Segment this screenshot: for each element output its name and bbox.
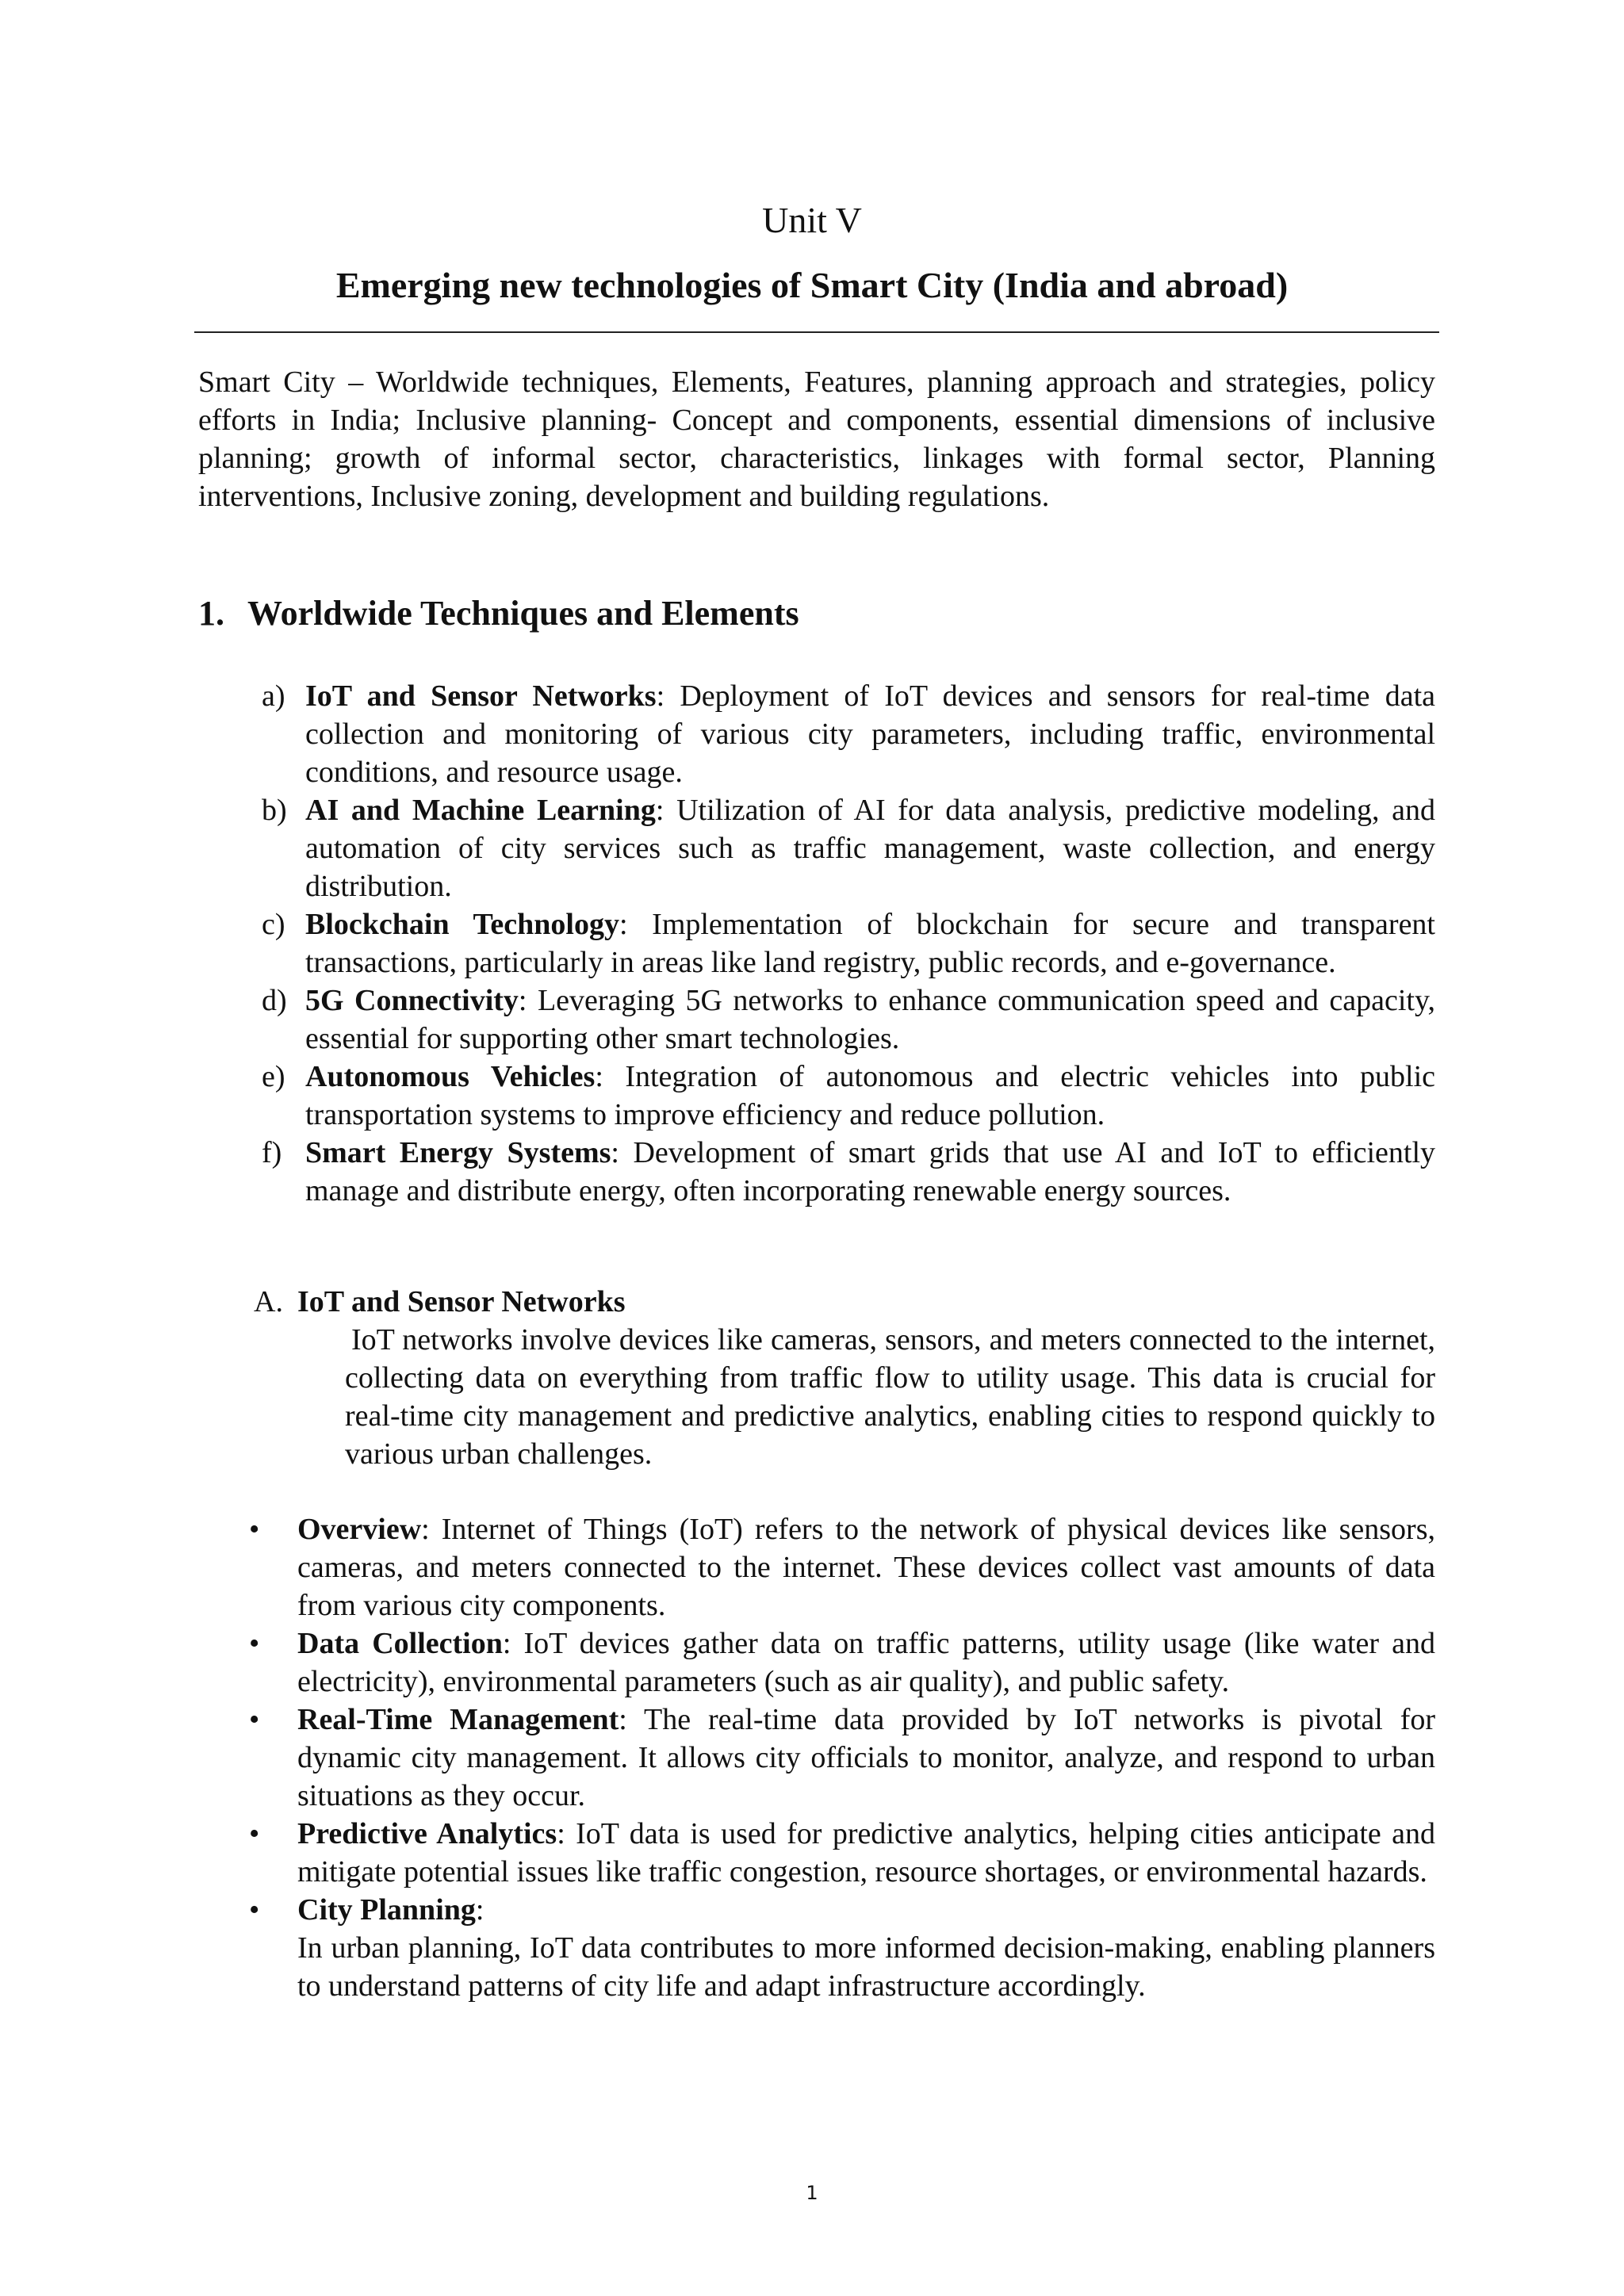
subsection-title: IoT and Sensor Networks <box>297 1285 626 1318</box>
list-item-text: : IoT data is used for predictive analytics, helping cities anticipate and mitigate potential issues like traffic congestion, resource shortages, or environmental hazards. <box>297 1817 1435 1888</box>
list-item-text: : Leveraging 5G networks to enhance communication speed and capacity, essential for supporting other smart technologies. <box>305 984 1435 1055</box>
list-marker: e) <box>262 1060 285 1093</box>
list-item <box>254 1134 1435 1210</box>
list-item-term: IoT and Sensor Networks <box>305 679 657 713</box>
list-item <box>254 982 1435 1058</box>
bullet-icon: • <box>249 1703 260 1736</box>
list-item <box>254 905 1435 982</box>
title-divider <box>194 331 1439 333</box>
list-item <box>238 1815 1435 1891</box>
list-marker: a) <box>262 679 285 713</box>
page-number: 1 <box>806 2182 818 2204</box>
list-item-term: AI and Machine Learning <box>305 794 656 827</box>
list-item <box>238 1624 1435 1701</box>
list-item-term: 5G Connectivity <box>305 984 519 1017</box>
list-item-term: Blockchain Technology <box>305 908 619 941</box>
subsection-iot <box>254 1283 1435 1473</box>
list-item-extra: In urban planning, IoT data contributes to more informed decision-making, enabling planners to understand patterns of city life and adapt infrastructure accordingly. <box>297 1931 1435 2003</box>
list-marker: b) <box>262 794 287 827</box>
section-title: Worldwide Techniques and Elements <box>247 594 799 633</box>
subsection-heading <box>254 1283 1435 1321</box>
list-marker: d) <box>262 984 287 1017</box>
bullet-icon: • <box>249 1893 260 1927</box>
subsection-marker: A. <box>254 1285 283 1318</box>
list-item-text: : <box>475 1893 485 1927</box>
list-item-term: Overview <box>297 1513 422 1546</box>
list-item-text: : Integration of autonomous and electric vehicles into public transportation systems to improve efficiency and reduce pollution. <box>305 1060 1436 1131</box>
bullet-icon: • <box>249 1817 260 1850</box>
section-heading <box>198 591 799 636</box>
bullet-icon: • <box>249 1627 260 1660</box>
list-item <box>238 1510 1435 1624</box>
list-item-term: Real-Time Management <box>297 1703 619 1736</box>
syllabus-paragraph: Smart City – Worldwide techniques, Elements, Features, planning approach and strategies, policy efforts in India; Inclusive planning- Concept and components, essential dimensions of inclusive planning; growth of informal sector, characteristics, linkages with formal sector, Planning interventions, Inclusive zoning, development and building regulations. <box>198 365 1435 513</box>
list-item <box>254 791 1435 905</box>
section-number: 1. <box>198 594 224 633</box>
bullet-icon: • <box>249 1513 260 1546</box>
list-marker: f) <box>262 1136 282 1169</box>
list-item-text: : Development of smart grids that use AI and IoT to efficiently manage and distribute energy, often incorporating renewable energy sources. <box>305 1136 1436 1207</box>
subsection-body: IoT networks involve devices like cameras, sensors, and meters connected to the internet, collecting data on everything from traffic flow to utility usage. This data is crucial for real-time city management and predictive analytics, enabling cities to respond quickly to various urban challenges. <box>345 1323 1435 1471</box>
list-item-text: : Internet of Things (IoT) refers to the network of physical devices like sensors, cameras, and meters connected to the internet. These devices collect vast amounts of data from various city components. <box>297 1513 1435 1622</box>
list-item-term: Data Collection <box>297 1627 503 1660</box>
list-item-text: : Implementation of blockchain for secure and transparent transactions, particularly in areas like land registry, public records, and e-governance. <box>305 908 1435 979</box>
list-item-term: Autonomous Vehicles <box>305 1060 596 1093</box>
list-item-text: : Utilization of AI for data analysis, predictive modeling, and automation of city services such as traffic management, waste collection, and energy distribution. <box>305 794 1436 903</box>
document-title: Emerging new technologies of Smart City (India and abroad) <box>335 265 1289 305</box>
list-item-text: : The real-time data provided by IoT networks is pivotal for dynamic city management. It allows city officials to monitor, analyze, and respond to urban situations as they occur. <box>297 1703 1435 1812</box>
list-item-term: City Planning <box>297 1893 476 1927</box>
list-item-text: : IoT devices gather data on traffic patterns, utility usage (like water and electricity), environmental parameters (such as air quality), and public safety. <box>297 1627 1435 1698</box>
list-item <box>254 677 1435 791</box>
list-item <box>238 1701 1435 1815</box>
list-item <box>254 1058 1435 1134</box>
bullet-list <box>238 1510 1435 2005</box>
list-item <box>238 1891 1435 2005</box>
list-item-term: Predictive Analytics <box>297 1817 557 1850</box>
list-item-term: Smart Energy Systems <box>305 1136 611 1169</box>
list-marker: c) <box>262 908 285 941</box>
techniques-list <box>254 677 1435 1210</box>
list-item-text: : Deployment of IoT devices and sensors for real-time data collection and monitoring of various city parameters, including traffic, environmental conditions, and resource usage. <box>305 679 1435 789</box>
unit-title: Unit V <box>762 200 862 240</box>
